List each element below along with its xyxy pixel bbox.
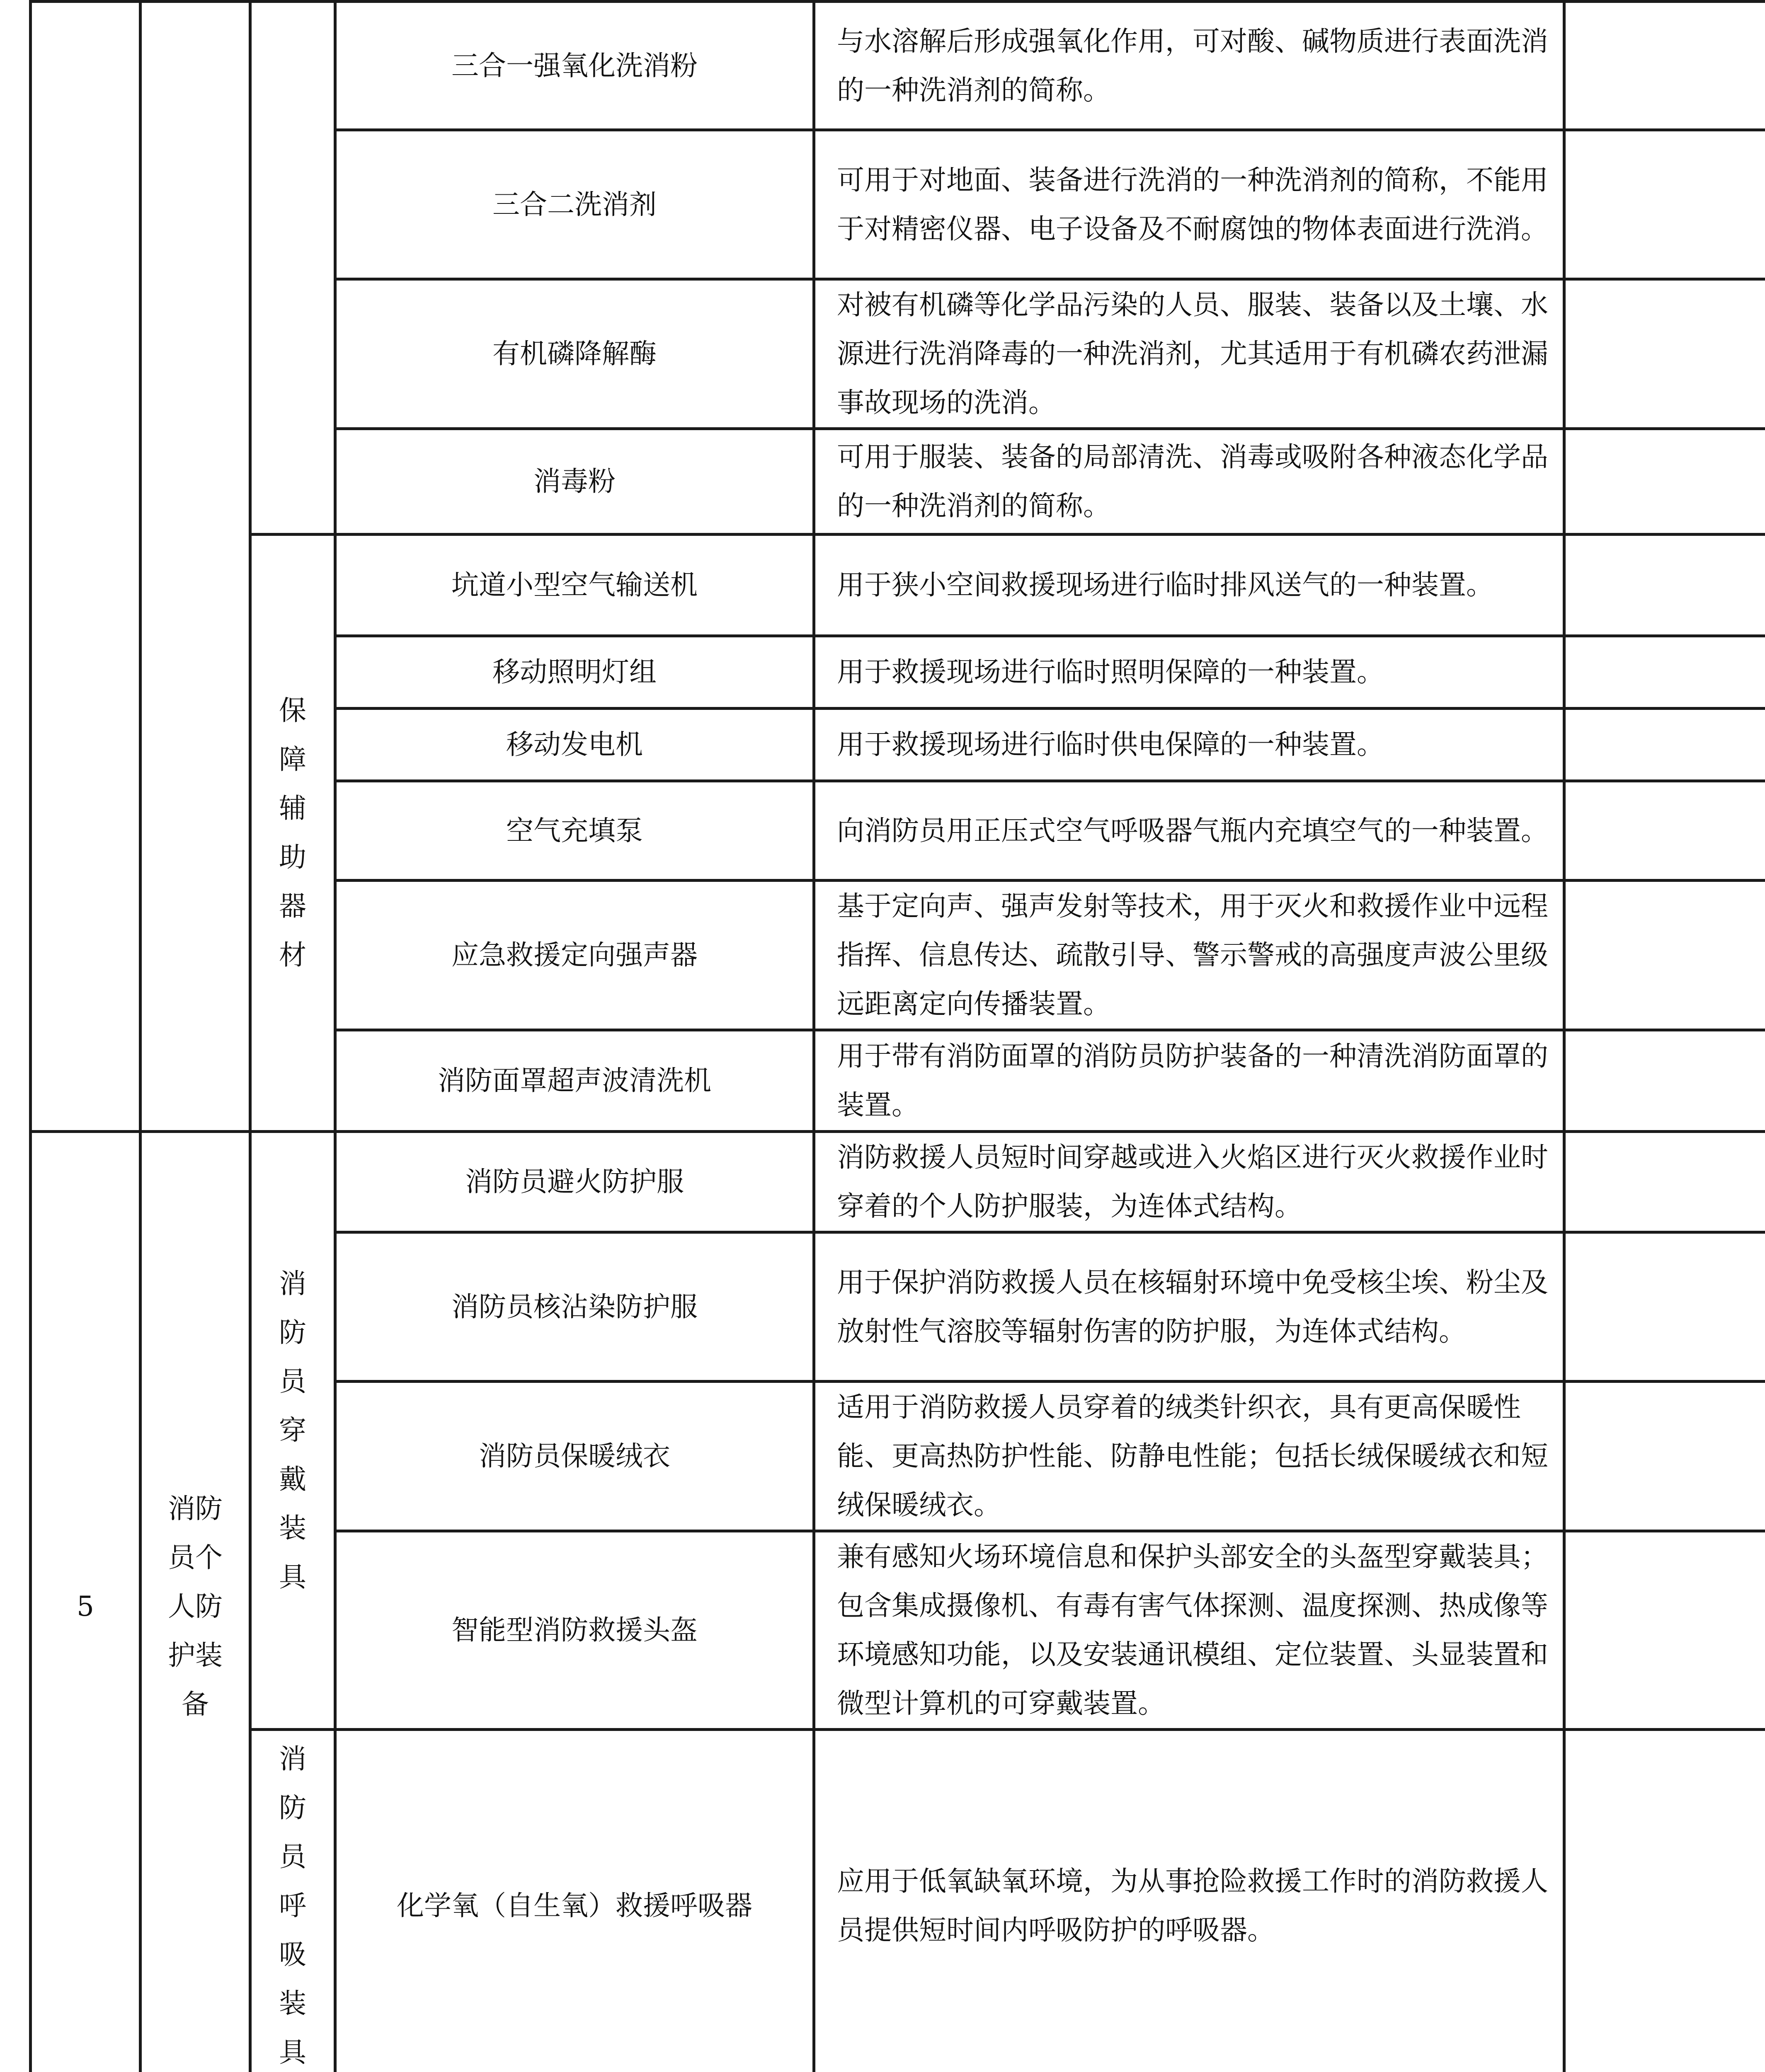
cell-remark [1564, 881, 1765, 1030]
item-desc: 用于狭小空间救援现场进行临时排风送气的一种装置。 [814, 535, 1564, 636]
equipment-table [29, 0, 1765, 2072]
item-name: 三合一强氧化洗消粉 [335, 2, 814, 130]
item-desc: 用于保护消防救援人员在核辐射环境中免受核尘埃、粉尘及放射性气溶胶等辐射伤害的防护服，为连体式结构。 [814, 1232, 1564, 1382]
cell-subcategory-empty [250, 2, 335, 535]
item-desc: 基于定向声、强声发射等技术，用于灭火和救援作业中远程指挥、信息传达、疏散引导、警示警戒的高强度声波公里级远距离定向传播装置。 [814, 881, 1564, 1030]
table-row [31, 535, 1765, 636]
item-name: 化学氧（自生氧）救援呼吸器 [335, 1730, 814, 2072]
cell-remark [1564, 1030, 1765, 1132]
subcategory-wear: 消防员穿戴装具 [250, 1132, 335, 1730]
cell-remark [1564, 429, 1765, 535]
table-row [31, 2, 1765, 130]
cell-remark [1564, 535, 1765, 636]
item-desc: 与水溶解后形成强氧化作用，可对酸、碱物质进行表面洗消的一种洗消剂的简称。 [814, 2, 1564, 130]
item-name: 应急救援定向强声器 [335, 881, 814, 1030]
subcategory-breath: 消防员呼吸装具 [250, 1730, 335, 2072]
item-name: 移动照明灯组 [335, 636, 814, 709]
item-name: 智能型消防救援头盔 [335, 1531, 814, 1730]
item-name: 空气充填泵 [335, 781, 814, 881]
cell-remark [1564, 2, 1765, 130]
cell-remark [1564, 1132, 1765, 1232]
cell-group-empty [141, 2, 250, 1132]
item-name: 消防员避火防护服 [335, 1132, 814, 1232]
item-desc: 消防救援人员短时间穿越或进入火焰区进行灭火救援作业时穿着的个人防护服装，为连体式结构。 [814, 1132, 1564, 1232]
item-desc: 用于救援现场进行临时供电保障的一种装置。 [814, 709, 1564, 781]
cell-remark [1564, 1531, 1765, 1730]
subcategory-support: 保障辅助器材 [250, 535, 335, 1132]
item-desc: 可用于服装、装备的局部清洗、消毒或吸附各种液态化学品的一种洗消剂的简称。 [814, 429, 1564, 535]
group-number: 5 [31, 1132, 141, 2072]
cell-remark [1564, 279, 1765, 429]
item-desc: 适用于消防救援人员穿着的绒类针织衣，具有更高保暖性能、更高热防护性能、防静电性能；包括长绒保暖绒衣和短绒保暖绒衣。 [814, 1382, 1564, 1531]
cell-remark [1564, 781, 1765, 881]
item-name: 移动发电机 [335, 709, 814, 781]
item-name: 消毒粉 [335, 429, 814, 535]
item-desc: 兼有感知火场环境信息和保护头部安全的头盔型穿戴装具；包含集成摄像机、有毒有害气体探测、温度探测、热成像等环境感知功能，以及安装通讯模组、定位装置、头显装置和微型计算机的可穿戴装置。 [814, 1531, 1564, 1730]
item-desc: 可用于对地面、装备进行洗消的一种洗消剂的简称，不能用于对精密仪器、电子设备及不耐腐蚀的物体表面进行洗消。 [814, 130, 1564, 279]
item-desc: 对被有机磷等化学品污染的人员、服装、装备以及土壤、水源进行洗消降毒的一种洗消剂，尤其适用于有机磷农药泄漏事故现场的洗消。 [814, 279, 1564, 429]
item-name: 坑道小型空气输送机 [335, 535, 814, 636]
item-desc: 用于救援现场进行临时照明保障的一种装置。 [814, 636, 1564, 709]
item-name: 有机磷降解酶 [335, 279, 814, 429]
cell-remark [1564, 1730, 1765, 2072]
item-desc: 用于带有消防面罩的消防员防护装备的一种清洗消防面罩的装置。 [814, 1030, 1564, 1132]
item-name: 消防员保暖绒衣 [335, 1382, 814, 1531]
table-row [31, 1730, 1765, 2072]
table-row [31, 1132, 1765, 1232]
cell-remark [1564, 709, 1765, 781]
group-name: 消防员个人防护装备 [141, 1132, 250, 2072]
cell-remark [1564, 1382, 1765, 1531]
item-desc: 向消防员用正压式空气呼吸器气瓶内充填空气的一种装置。 [814, 781, 1564, 881]
item-name: 消防面罩超声波清洗机 [335, 1030, 814, 1132]
cell-no-empty [31, 2, 141, 1132]
item-name: 三合二洗消剂 [335, 130, 814, 279]
item-name: 消防员核沾染防护服 [335, 1232, 814, 1382]
item-desc: 应用于低氧缺氧环境，为从事抢险救援工作时的消防救援人员提供短时间内呼吸防护的呼吸器。 [814, 1730, 1564, 2072]
cell-remark [1564, 636, 1765, 709]
cell-remark [1564, 1232, 1765, 1382]
cell-remark [1564, 130, 1765, 279]
